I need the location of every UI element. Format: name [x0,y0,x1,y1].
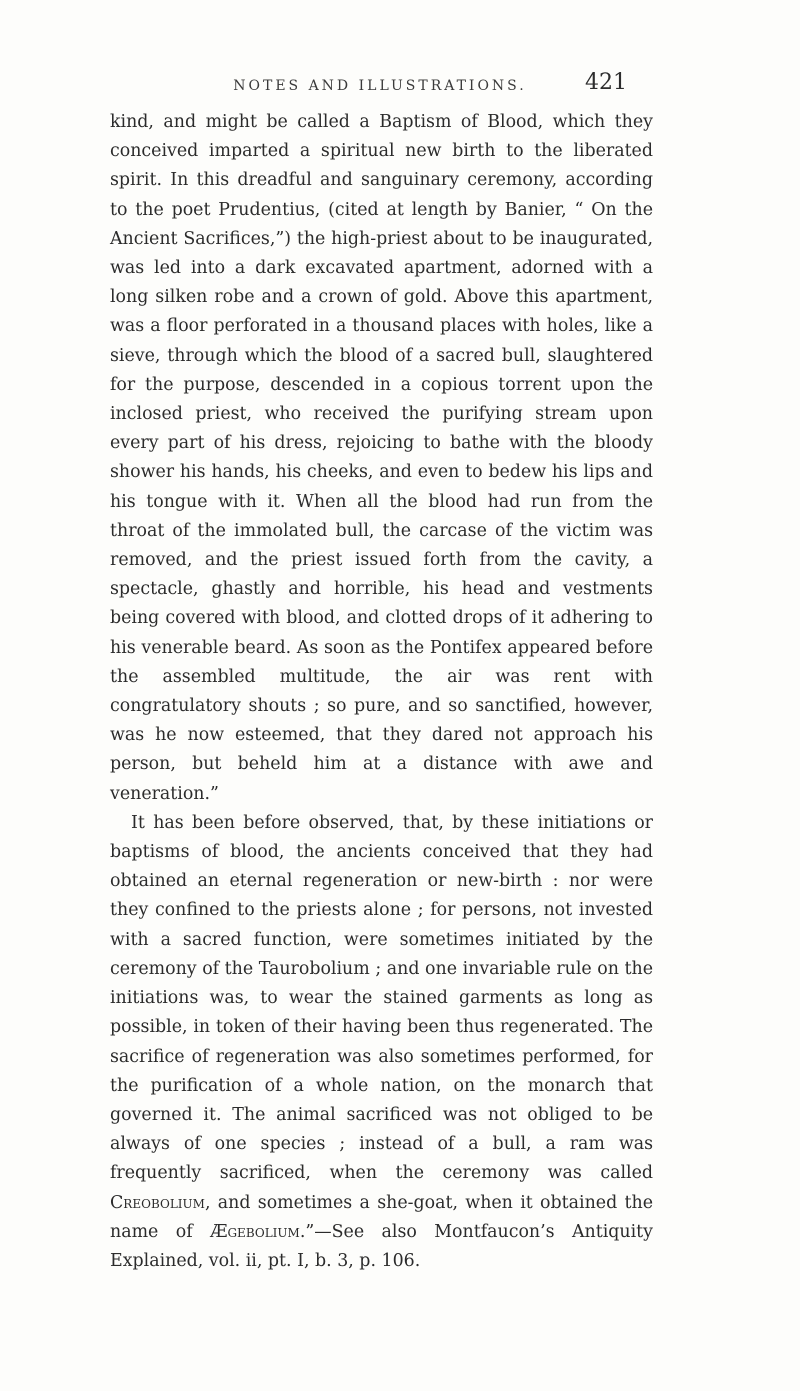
paragraph-text-start: It has been before observed, that, by these initiations or baptisms of blood, the ancients conceived that they had obtained an eternal regeneration or new-birth : nor were they confined to the priests alone ; for persons, not invested with a sacred function, were sometimes initiated by the ceremony of the Taurobolium ; and one invariable rule on the initiations was, to wear the stained garments as long as possible, in token of their having been thus regenerated. The sacrifice of regeneration was also sometimes performed, for the purification of a whole nation, on the monarch that governed it. The animal sacrificed was not obliged to be always of one species ; instead of a bull, a ram was frequently sacrificed, when the ceremony was called [110,812,653,1184]
term-creobolium: Creobolium [110,1192,205,1213]
running-head: NOTES AND ILLUSTRATIONS. [233,78,527,94]
paragraph-regeneration [110,809,653,1276]
paragraph-text-end: .”—See also Montfaucon’s Antiquity Explained, vol. ii, pt. I, b. 3, p. 106. [110,1221,653,1271]
term-aegebolium: Ægebolium [210,1221,300,1242]
body-text [110,108,653,1276]
paragraph-text-middle: , and sometimes a she-goat, when it obtained the name of [110,1192,653,1242]
paragraph-continuation: kind, and might be called a Baptism of Blood, which they conceived imparted a spiritual new birth to the liberated spirit. In this dreadful and sanguinary ceremony, according to the poet Prudentius, (cited at length by Banier, “ On the Ancient Sacrifices,”) the high-priest about to be inaugurated, was led into a dark excavated apartment, adorned with a long silken robe and a crown of gold. Above this apartment, was a floor perforated in a thousand places with holes, like a sieve, through which the blood of a sacred bull, slaughtered for the purpose, descended in a copious torrent upon the inclosed priest, who received the purifying stream upon every part of his dress, rejoicing to bathe with the bloody shower his hands, his cheeks, and even to bedew his lips and his tongue with it. When all the blood had run from the throat of the immolated bull, the carcase of the victim was removed, and the priest issued forth from the cavity, a spectacle, ghastly and horrible, his head and vestments being covered with blood, and clotted drops of it adhering to his venerable beard. As soon as the Pontifex appeared before the assembled multitude, the air was rent with congratulatory shouts ; so pure, and so sanctified, however, was he now esteemed, that they dared not approach his person, but beheld him at a distance with awe and veneration.” [110,112,653,804]
page-number: 421 [585,70,627,95]
